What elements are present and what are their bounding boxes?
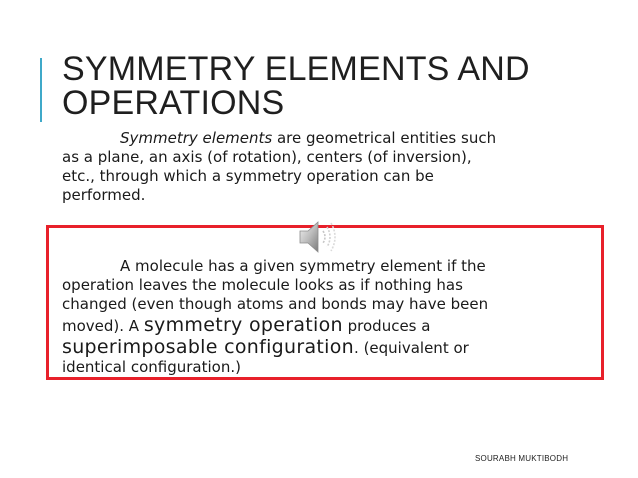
definition-line-3: etc., through which a symmetry operation can be — [62, 167, 434, 185]
operation-line-5-end: . (equivalent or — [354, 339, 469, 357]
symmetry-elements-term: Symmetry elements — [120, 129, 273, 147]
definition-line-2: as a plane, an axis (of rotation), centers (of inversion), — [62, 148, 472, 166]
definition-paragraph — [62, 129, 562, 205]
operation-line-1-text: A molecule has a given symmetry element if the — [120, 257, 486, 275]
operation-line-4-start: moved). A — [62, 317, 144, 335]
speaker-icon[interactable] — [296, 216, 342, 258]
superimposable-configuration-term: superimposable configuration — [62, 336, 355, 358]
definition-line-4: performed. — [62, 186, 146, 204]
definition-line-1 — [62, 129, 562, 148]
definition-line-1-rest: are geometrical entities such — [272, 129, 497, 147]
operation-line-5 — [62, 336, 582, 358]
title-line-1: SYMMETRY ELEMENTS AND — [62, 50, 530, 88]
operation-line-1 — [62, 257, 582, 276]
slide-title — [62, 52, 582, 120]
operation-paragraph — [62, 257, 582, 377]
operation-line-4 — [62, 314, 582, 336]
operation-line-6: identical configuration.) — [62, 358, 241, 376]
operation-line-4-end: produces a — [342, 317, 431, 335]
operation-line-2: operation leaves the molecule looks as if nothing has — [62, 276, 463, 294]
title-accent-bar — [40, 58, 42, 122]
title-line-2: OPERATIONS — [62, 84, 285, 122]
footer-author: SOURABH MUKTIBODH — [475, 454, 569, 463]
operation-line-3: changed (even though atoms and bonds may have been — [62, 295, 489, 313]
symmetry-operation-term: symmetry operation — [143, 314, 343, 336]
